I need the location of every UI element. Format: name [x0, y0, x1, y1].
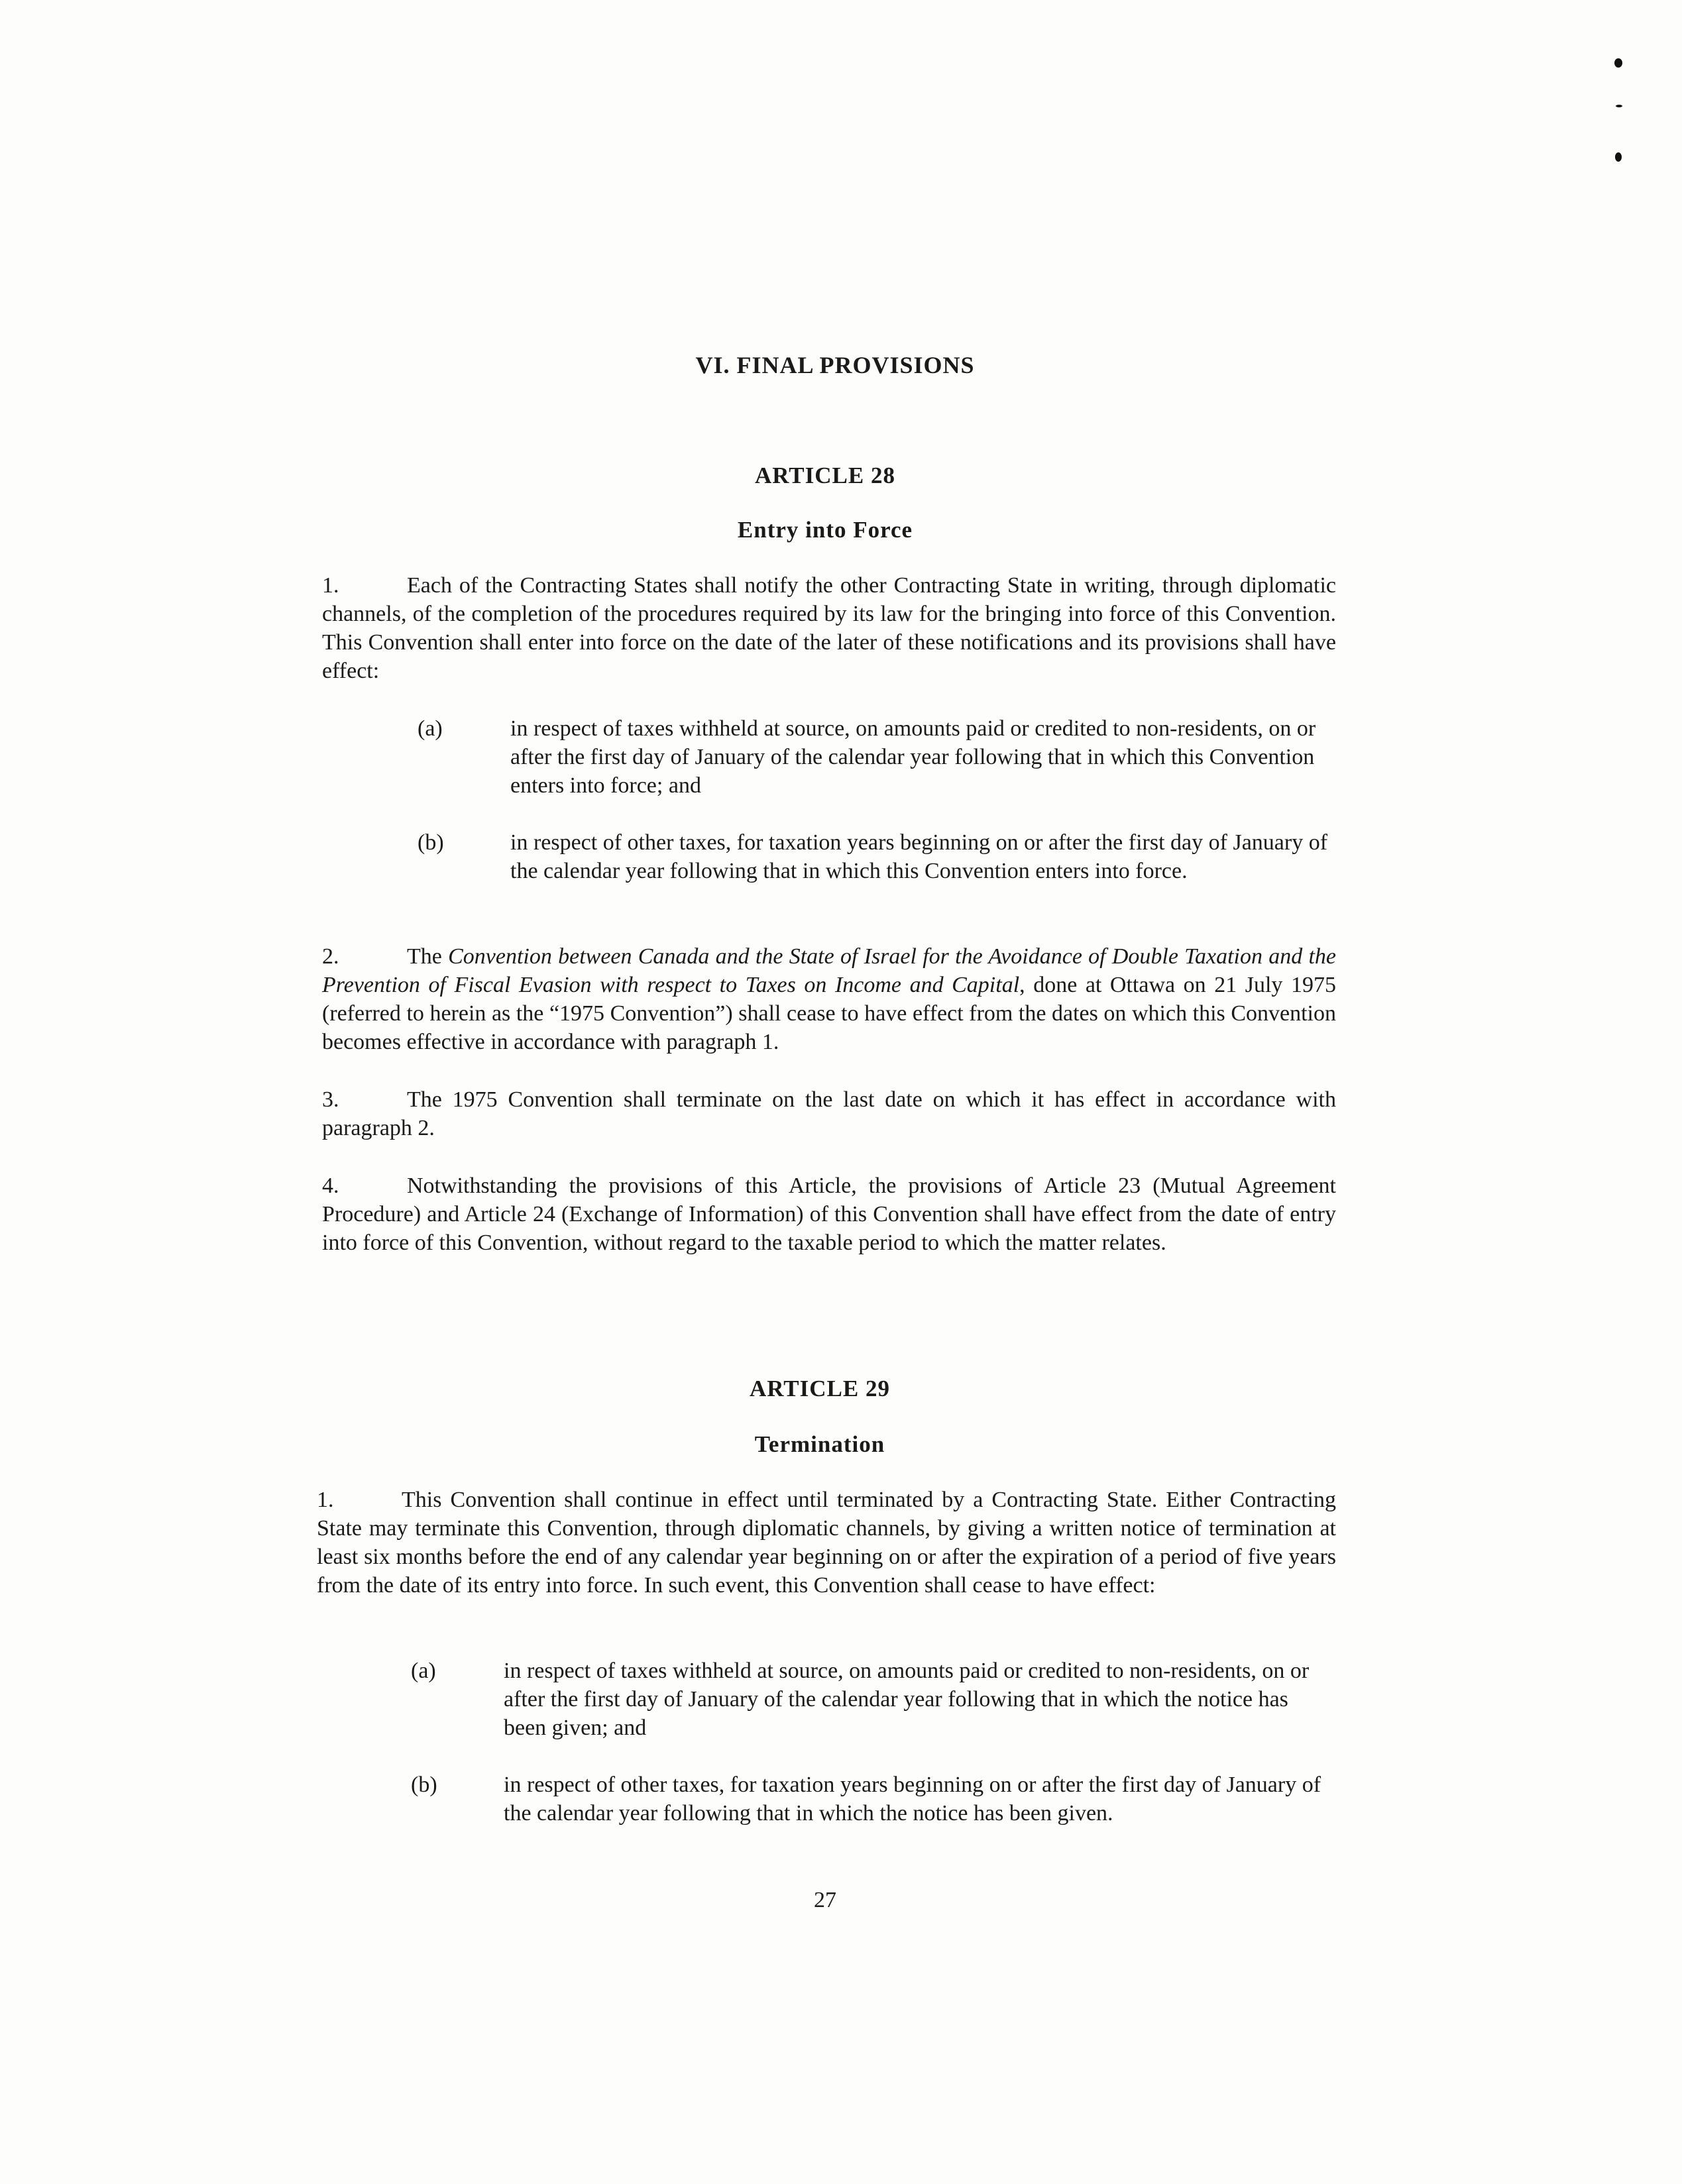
article-28-paragraph-2	[322, 942, 1336, 1056]
convention-title: Convention between Canada and the State of Israel for the Avoidance of Double Taxation and the Prevention of Fiscal Evasion with respect to Taxes on Income and Capital	[322, 944, 1336, 997]
item-text: in respect of taxes withheld at source, on amounts paid or credited to non-residents, on or after the first day of January of the calendar year following that in which this Convention enters into force; and	[510, 716, 1316, 798]
paragraph-number: 2.	[322, 944, 339, 969]
article-28-number: ARTICLE 28	[754, 463, 895, 488]
item-label: (b)	[418, 830, 444, 855]
item-text: in respect of other taxes, for taxation years beginning on or after the first day of January of the calendar year following that in which this Convention enters into force.	[510, 830, 1328, 883]
item-text: in respect of taxes withheld at source, on amounts paid or credited to non-residents, on or after the first day of January of the calendar year following that in which the notice has been given; and	[504, 1659, 1310, 1740]
paragraph-number: 1.	[322, 573, 339, 598]
article-28-item-a	[418, 714, 1332, 800]
article-28-paragraph-4	[322, 1172, 1336, 1257]
paragraph-text-lead: The	[407, 944, 449, 969]
paragraph-text: This Convention shall continue in effect until terminated by a Contracting State. Either Contracting State may terminate this Convention, through diplomatic channels, by giving a written notice of termination at least six months before the end of any calendar year beginning on or after the expiration of a period of five years from the date of its entry into force. In such event, this Convention shall cease to have effect:	[317, 1488, 1336, 1598]
paragraph-number: 3.	[322, 1087, 339, 1112]
item-label: (a)	[411, 1659, 436, 1683]
article-29-title: Termination	[754, 1431, 885, 1457]
article-28-item-b	[418, 828, 1332, 885]
article-29-item-b	[411, 1771, 1332, 1828]
article-28-title: Entry into Force	[737, 517, 913, 543]
paragraph-text-tail: , done at Ottawa on 21 July 1975 (referred to herein as the “1975 Convention”) shall cease to have effect from the dates on which this Convention becomes effective in accordance with paragraph 1.	[322, 973, 1336, 1054]
article-28-paragraph-3	[322, 1085, 1336, 1142]
item-label: (b)	[411, 1773, 437, 1797]
paragraph-text: Each of the Contracting States shall notify the other Contracting State in writing, through diplomatic channels, of the completion of the procedures required by its law for the bringing into force of this Convention. This Convention shall enter into force on the date of the later of these notifications and its provisions shall have effect:	[322, 573, 1336, 683]
article-29-paragraph-1	[317, 1486, 1336, 1600]
item-text: in respect of other taxes, for taxation years beginning on or after the first day of January of the calendar year following that in which the notice has been given.	[504, 1773, 1321, 1826]
scan-speck	[1615, 152, 1622, 162]
paragraph-text: Notwithstanding the provisions of this Article, the provisions of Article 23 (Mutual Agreement Procedure) and Article 24 (Exchange of Information) of this Convention shall have effect from the date of entry into force of this Convention, without regard to the taxable period to which the matter relates.	[322, 1174, 1336, 1255]
article-29-item-a	[411, 1657, 1332, 1742]
paragraph-number: 4.	[322, 1174, 339, 1198]
page-number: 27	[814, 1888, 836, 1912]
section-title: VI. FINAL PROVISIONS	[695, 352, 975, 378]
scan-speck	[1614, 58, 1622, 68]
item-label: (a)	[418, 716, 443, 741]
scan-speck	[1616, 105, 1622, 107]
article-28-paragraph-1	[322, 571, 1336, 685]
article-29-number: ARTICLE 29	[749, 1376, 890, 1401]
paragraph-text: The 1975 Convention shall terminate on the last date on which it has effect in accordance with paragraph 2.	[322, 1087, 1336, 1140]
paragraph-number: 1.	[317, 1488, 334, 1512]
